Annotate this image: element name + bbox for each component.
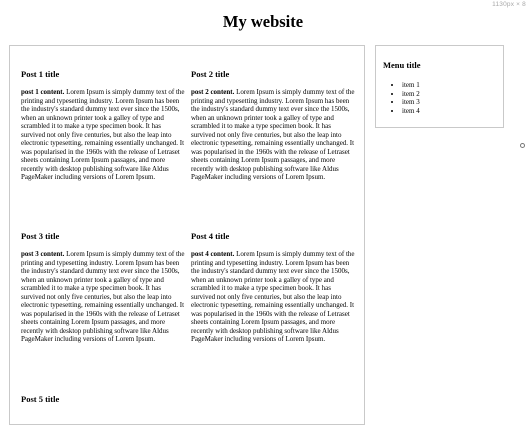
post-4	[191, 231, 356, 344]
post-content	[21, 250, 186, 344]
post-content	[191, 250, 356, 344]
menu-item-4[interactable]: • item 4	[402, 107, 420, 116]
post-content-lead: post 4 content.	[191, 250, 235, 258]
post-content-text: Lorem Ipsum is simply dummy text of the printing and typesetting industry. Lorem Ipsum has been the industry's standard dummy text ever since the 1500s, when an unknown printer took a galley of type and scrambled it to make a type specimen book. It has survived not only five centuries, but also the leap into electronic typesetting, remaining essentially unchanged. It was popularised in the 1960s with the release of Letraset sheets containing Lorem Ipsum passages, and more recently with desktop publishing software like Aldus PageMaker including versions of Lorem Ipsum.	[191, 250, 355, 343]
menu-item-3[interactable]: • item 3	[402, 98, 420, 107]
post-content-lead: post 3 content.	[21, 250, 65, 258]
post-content-lead: post 1 content.	[21, 88, 65, 96]
page-title: My website	[222, 12, 304, 31]
post-3	[21, 231, 186, 344]
viewport-size-badge: 1130px × 8	[492, 1, 526, 8]
post-2	[191, 69, 356, 182]
post-content	[191, 88, 356, 182]
post-title: Post 1 title	[21, 69, 60, 79]
menu-item-1[interactable]: • item 1	[402, 81, 420, 90]
main-content	[9, 45, 365, 425]
post-title: Post 5 title	[21, 394, 60, 404]
menu-title: Menu title	[383, 60, 421, 70]
post-content-text: Lorem Ipsum is simply dummy text of the printing and typesetting industry. Lorem Ipsum has been the industry's standard dummy text ever since the 1500s, when an unknown printer took a galley of type and scrambled it to make a type specimen book. It has survived not only five centuries, but also the leap into electronic typesetting, remaining essentially unchanged. It was popularised in the 1960s with the release of Letraset sheets containing Lorem Ipsum passages, and more recently with desktop publishing software like Aldus PageMaker including versions of Lorem Ipsum.	[21, 88, 185, 181]
post-title: Post 3 title	[21, 231, 60, 241]
post-title: Post 4 title	[191, 231, 230, 241]
sidebar-menu	[375, 45, 504, 128]
cursor-icon	[520, 143, 525, 148]
post-content	[21, 88, 186, 182]
post-content-text: Lorem Ipsum is simply dummy text of the printing and typesetting industry. Lorem Ipsum has been the industry's standard dummy text ever since the 1500s, when an unknown printer took a galley of type and scrambled it to make a type specimen book. It has survived not only five centuries, but also the leap into electronic typesetting, remaining essentially unchanged. It was popularised in the 1960s with the release of Letraset sheets containing Lorem Ipsum passages, and more recently with desktop publishing software like Aldus PageMaker including versions of Lorem Ipsum.	[191, 88, 355, 181]
post-content-text: Lorem Ipsum is simply dummy text of the printing and typesetting industry. Lorem Ipsum has been the industry's standard dummy text ever since the 1500s, when an unknown printer took a galley of type and scrambled it to make a type specimen book. It has survived not only five centuries, but also the leap into electronic typesetting, remaining essentially unchanged. It was popularised in the 1960s with the release of Letraset sheets containing Lorem Ipsum passages, and more recently with desktop publishing software like Aldus PageMaker including versions of Lorem Ipsum.	[21, 250, 185, 343]
post-5	[21, 394, 186, 413]
post-1	[21, 69, 186, 182]
post-title: Post 2 title	[191, 69, 230, 79]
menu-list	[402, 81, 420, 115]
menu-item-2[interactable]: • item 2	[402, 90, 420, 99]
post-content-lead: post 2 content.	[191, 88, 235, 96]
